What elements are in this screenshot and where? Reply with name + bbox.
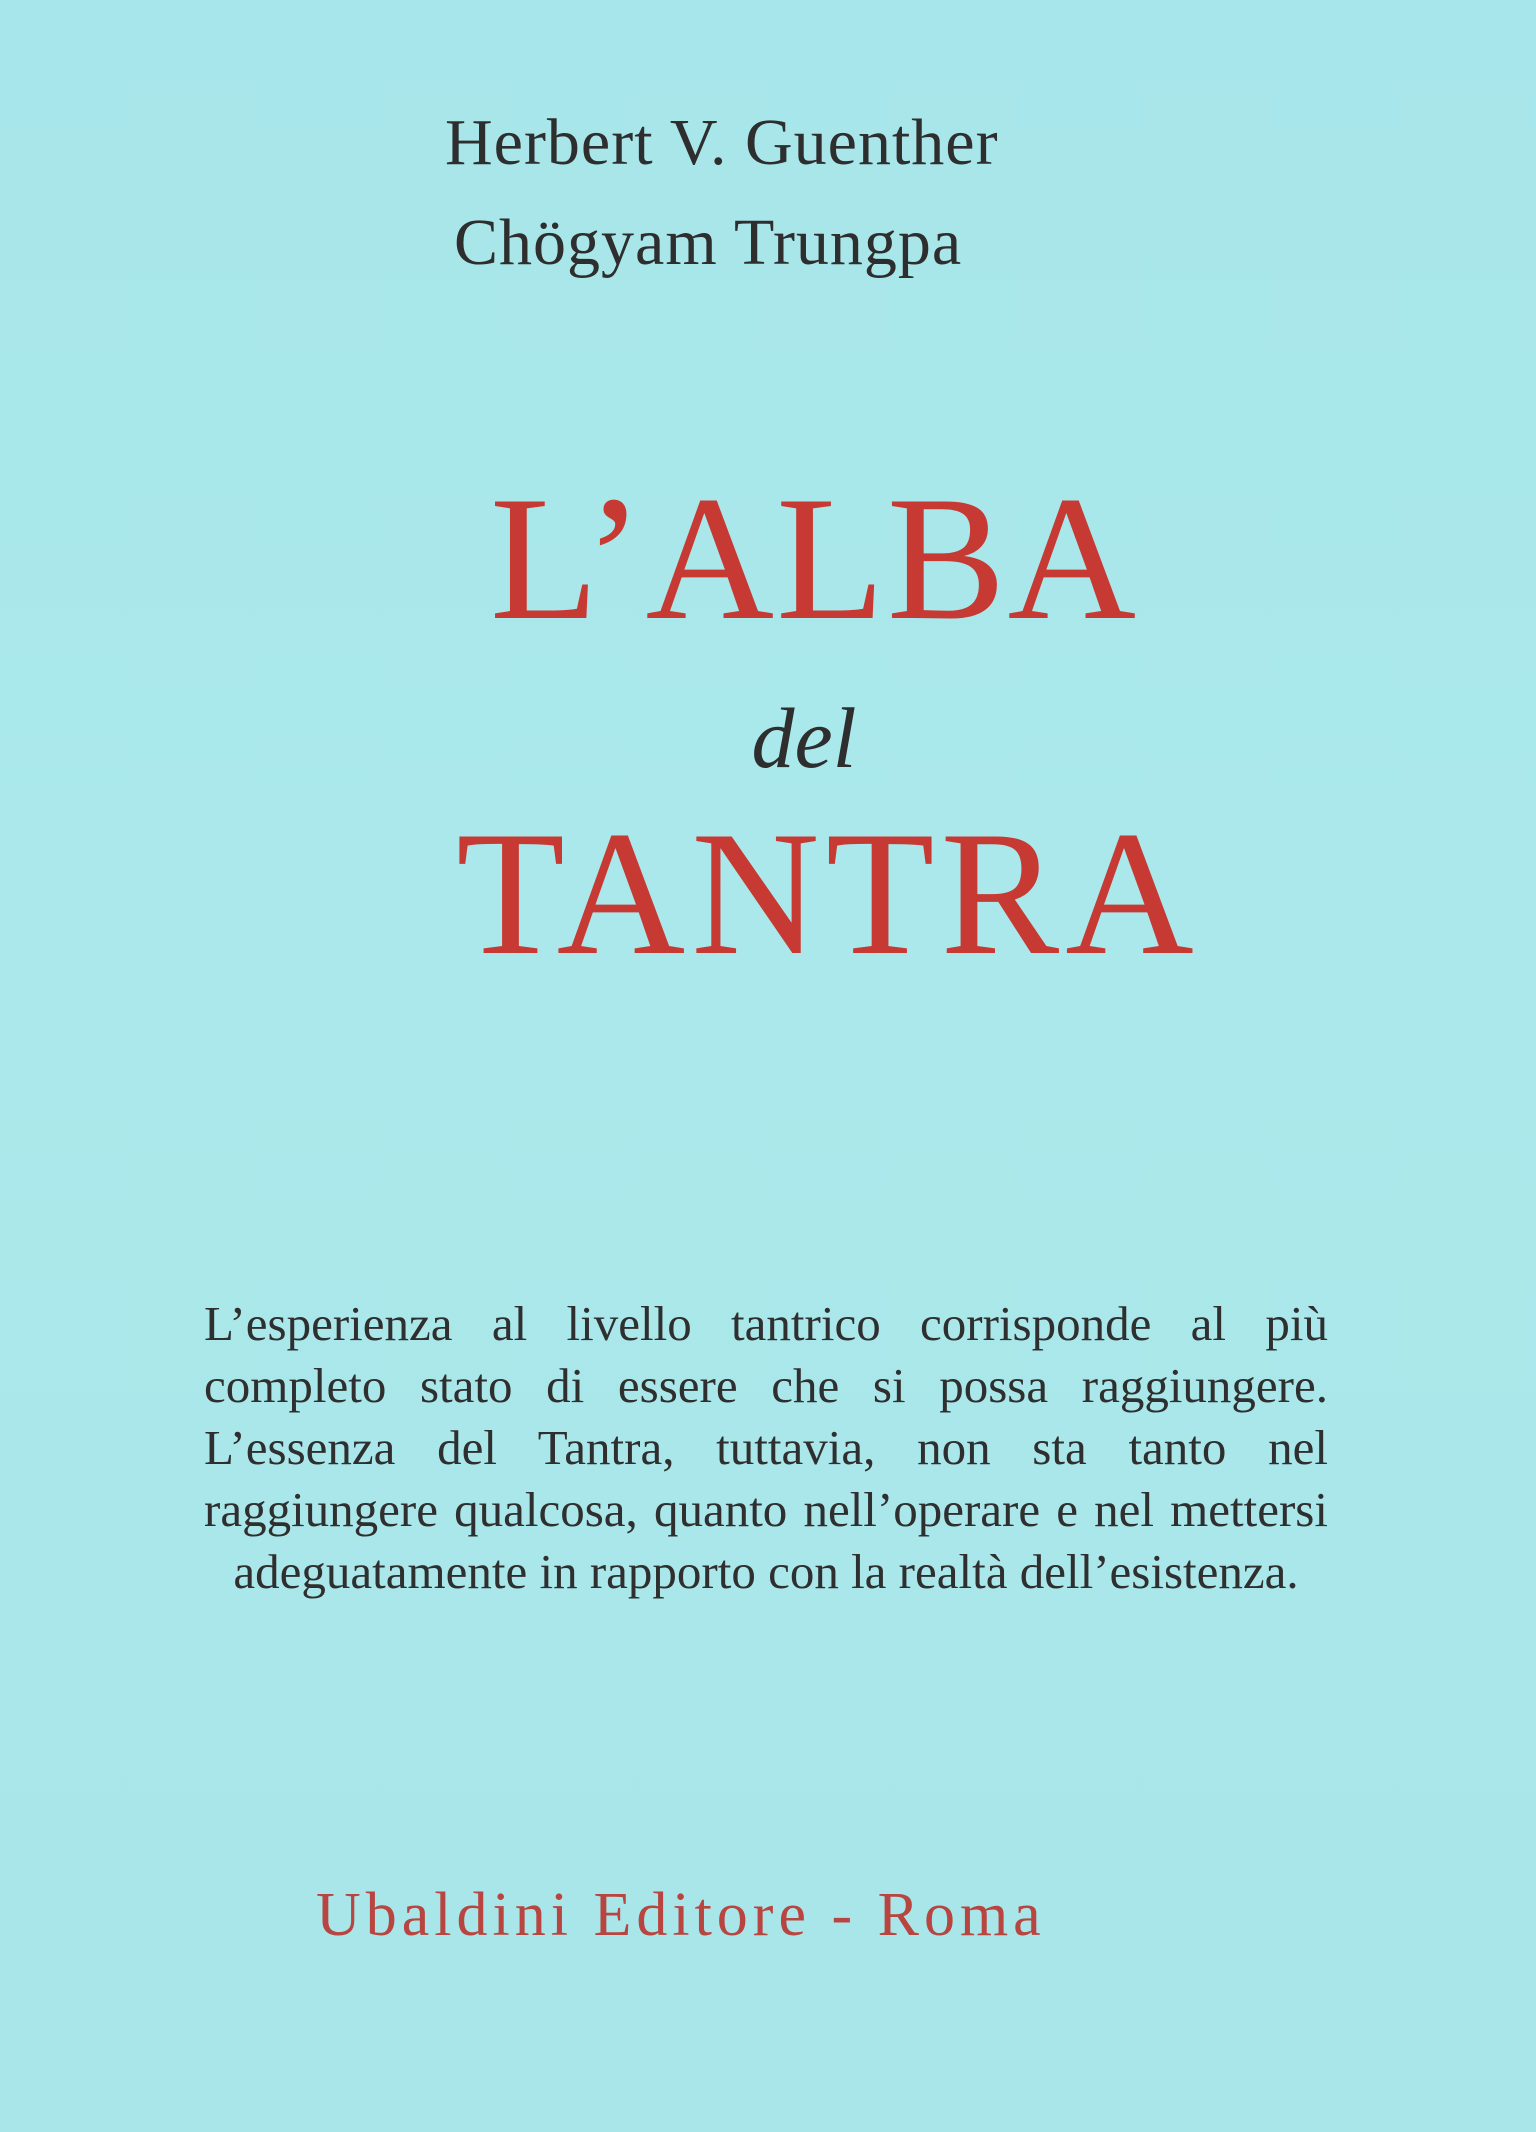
author-name-second: Chögyam Trungpa bbox=[454, 206, 963, 279]
author-name-first: Herbert V. Guenther bbox=[445, 106, 999, 179]
publisher-name: Ubaldini Editore - Roma bbox=[316, 1881, 1046, 1949]
cover-blurb: L’esperienza al livello tantrico corrisponde al più completo stato di essere che si possa raggiungere. L’essenza del Tantra, tuttavia, non sta tanto nel raggiungere qualcosa, quanto nell’operare e nel mettersi adeguatamente in rapporto con la realtà dell’esistenza. bbox=[204, 1296, 1328, 1599]
book-title-line-2: del bbox=[751, 690, 857, 786]
book-title-line-1: L’ALBA bbox=[489, 459, 1139, 657]
book-title-line-3: TANTRA bbox=[456, 794, 1200, 992]
